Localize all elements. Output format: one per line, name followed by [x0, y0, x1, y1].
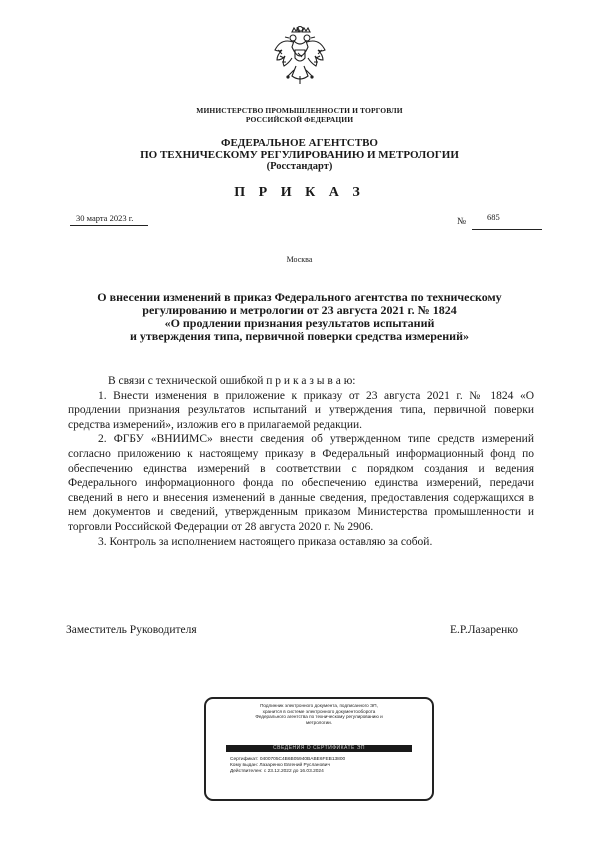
body-paragraph-2: 2. ФГБУ «ВНИИМС» внести сведения об утвержденном типе средств измерений согласно приложению к настоящему приказу в Федеральный информационный фонд по обеспечению единства измерений в соответствии с порядком создания и ведения Федерального информационного фонда по обеспечению единства измерений, передачи сведений в него и внесения изменений в данные сведения, предоставления содержащихся в нем документов и сведений, утвержденным приказом Министерства промышленности и торговли Российской Федерации от 28 августа 2020 г. № 2906. — [68, 433, 534, 533]
body-paragraph-3: 3. Контроль за исполнением настоящего приказа оставляю за собой. — [98, 535, 433, 548]
agency-line-1: ФЕДЕРАЛЬНОЕ АГЕНТСТВО — [221, 137, 378, 149]
stamp-valid-label: Действителен: — [230, 768, 263, 774]
order-city: Москва — [286, 255, 313, 264]
heading-line-2: регулированию и метрологии от 23 августа 2021 г. № 1824 — [142, 303, 457, 317]
stamp-valid-value: с 23.12.2022 до 16.03.2024 — [263, 768, 324, 774]
stamp-valid-row — [230, 769, 345, 775]
stamp-cert-value: 0400705C4B6B05940BABE6FEB13800 — [259, 757, 346, 762]
order-number: 685 — [487, 212, 500, 222]
heading-line-4: и утверждения типа, первичной поверки средства измерений» — [129, 329, 469, 343]
order-heading — [0, 291, 599, 343]
order-body — [68, 374, 534, 549]
ministry-line-1: МИНИСТЕРСТВО ПРОМЫШЛЕННОСТИ И ТОРГОВЛИ — [196, 106, 403, 115]
stamp-cert-label: Сертификат: — [230, 757, 259, 762]
number-underline — [472, 229, 542, 230]
order-title: П Р И К А З — [234, 185, 365, 200]
agency-abbreviation: (Росстандарт) — [266, 161, 333, 172]
order-number-sign: № — [457, 217, 467, 227]
stamp-certificate-info — [230, 757, 345, 775]
stamp-owner-value: Лазаренко Евгений Русланович — [259, 762, 330, 768]
body-intro: В связи с технической ошибкой п р и к а з ы в а ю: — [108, 375, 356, 387]
stamp-owner-label: Кому выдан: — [230, 762, 258, 768]
agency-line-2: ПО ТЕХНИЧЕСКОМУ РЕГУЛИРОВАНИЮ И МЕТРОЛОГИИ — [140, 149, 459, 161]
stamp-line-2: хранится в системе электронного документооборота — [262, 708, 376, 714]
agency-name — [0, 137, 599, 173]
date-underline — [70, 225, 148, 226]
ministry-name — [0, 106, 599, 124]
ministry-line-2: РОССИЙСКОЙ ФЕДЕРАЦИИ — [245, 115, 354, 124]
coat-of-arms-icon — [272, 26, 328, 88]
heading-line-3: «О продлении признания результатов испытаний — [164, 316, 435, 330]
signatory-name: Е.Р.Лазаренко — [450, 624, 519, 636]
heading-line-1: О внесении изменений в приказ Федерального агентства по техническому — [97, 290, 502, 304]
stamp-line-4: метрологии. — [305, 719, 333, 725]
stamp-certificate-bar: СВЕДЕНИЯ О СЕРТИФИКАТЕ ЭП — [226, 745, 412, 752]
stamp-line-1: Подлинник электронного документа, подписанного ЭП, — [260, 703, 378, 708]
electronic-signature-stamp — [204, 697, 434, 801]
stamp-line-3: Федерального агентства по техническому регулированию и — [255, 714, 383, 720]
stamp-header — [212, 703, 426, 725]
order-date: 30 марта 2023 г. — [76, 213, 134, 223]
signatory-role: Заместитель Руководителя — [66, 624, 197, 636]
body-paragraph-1: 1. Внести изменения в приложение к приказу от 23 августа 2021 г. № 1824 «О продлении признания результатов испытаний и утверждения типа, первичной поверки средства измерений», изложив его в прилагаемой редакции. — [68, 389, 534, 431]
